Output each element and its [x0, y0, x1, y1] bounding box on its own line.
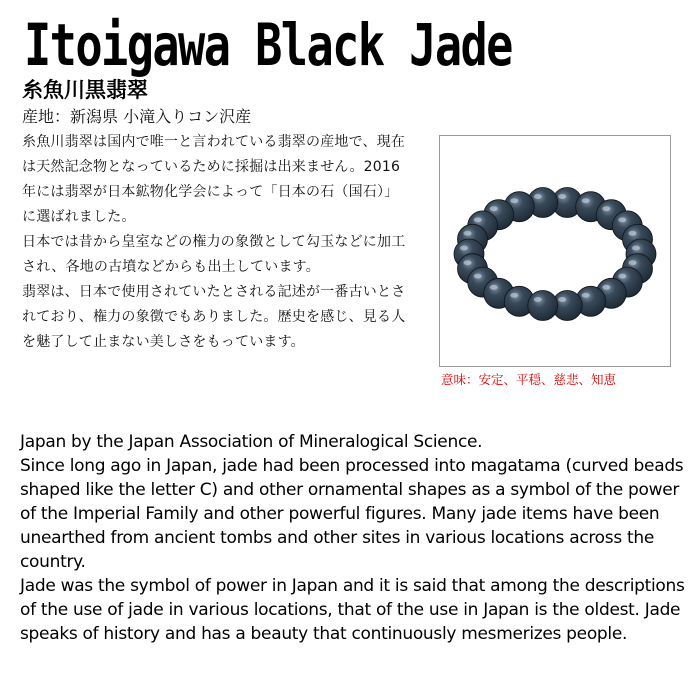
english-description [20, 430, 686, 646]
english-paragraph: Japan by the Japan Association of Mineralogical Science. [20, 432, 483, 452]
product-image-frame [439, 135, 671, 367]
bead-shine [629, 260, 637, 265]
bead-shine [490, 285, 498, 290]
bracelet-image [440, 136, 670, 366]
bead-shine [618, 217, 626, 222]
bead-shine [534, 194, 542, 199]
japanese-paragraph: 翡翠は、日本で使用されていたとされる記述が一番古いとされており、権力の象徴でもありました。歴史を感じ、見る人を魅了して止まない美しさをもっています。 [22, 284, 406, 350]
japanese-product-name: 糸魚川黒翡翠 [22, 78, 148, 102]
bead-shine [558, 297, 566, 302]
bead-shine [474, 274, 482, 279]
product-title: Itoigawa Black Jade [24, 11, 512, 79]
bead-shine [490, 206, 498, 211]
bead-shine [558, 194, 566, 199]
bead-shine [602, 206, 610, 211]
bead-shine [582, 198, 590, 203]
bead-shine [460, 246, 468, 251]
bead-shine [632, 246, 640, 251]
bead-shine [510, 198, 518, 203]
bead-shine [464, 260, 472, 265]
bracelet-bead [528, 291, 558, 321]
bead-shine [474, 217, 482, 222]
bead-shine [582, 293, 590, 298]
bead-shine [629, 231, 637, 236]
english-paragraph: Jade was the symbol of power in Japan and it is said that among the descriptions of the use of jade in various locations, that of the use in Japan is the oldest. Jade speaks of history and has a beauty that continuously mesmerizes people. [20, 576, 685, 644]
bead-shine [510, 293, 518, 298]
bead-shine [464, 231, 472, 236]
japanese-description [22, 130, 406, 355]
japanese-paragraph: 日本では昔から皇室などの権力の象徴として勾玉などに加工され、各地の古墳などからも出土しています。 [22, 234, 406, 275]
bead-shine [602, 285, 610, 290]
bead-shine [534, 297, 542, 302]
origin-line: 産地：新潟県 小滝入りコン沢産 [22, 107, 252, 126]
meaning-label: 意味：安定、平穏、慈悲、知恵 [441, 372, 617, 387]
english-paragraph: Since long ago in Japan, jade had been processed into magatama (curved beads shaped like the letter C) and other ornamental shapes as a symbol of the power of the Imperial Family and other powerful figures. Many jade items have been unearthed from ancient tombs and other sites in various locations across the country. [20, 456, 684, 572]
japanese-paragraph: 糸魚川翡翠は国内で唯一と言われている翡翠の産地で、現在は天然記念物となっているために採掘は出来ません。2016 年には翡翠が日本鉱物化学会によって「日本の石（国石）」に選ばれました。 [22, 134, 406, 225]
bead-shine [618, 274, 626, 279]
